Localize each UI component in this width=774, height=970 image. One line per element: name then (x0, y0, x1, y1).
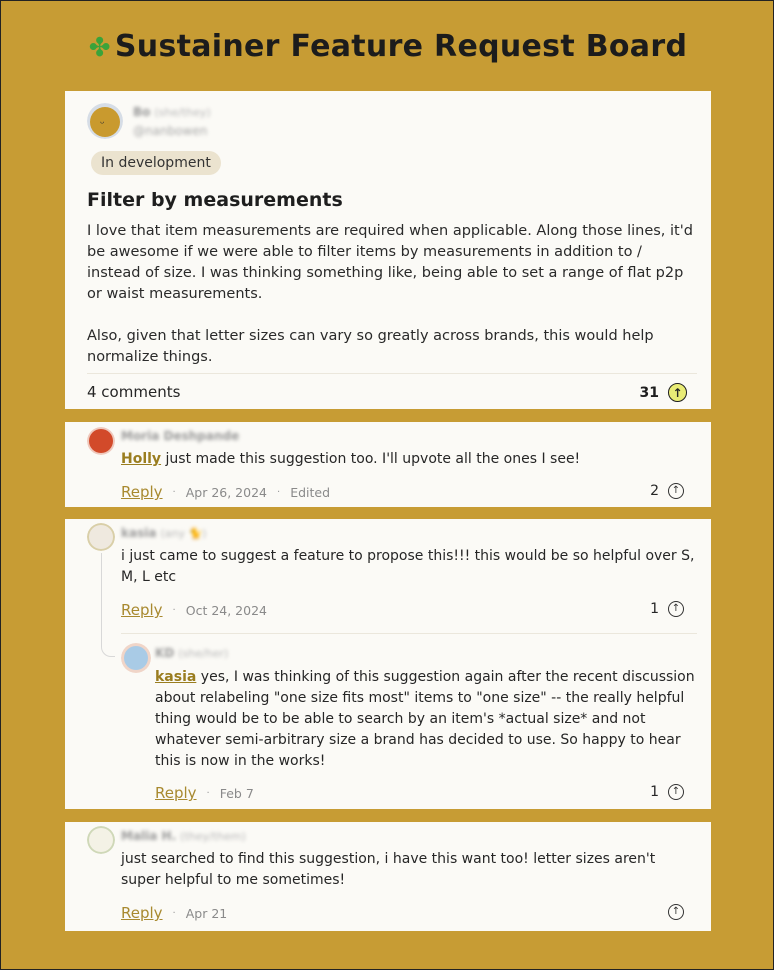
comment-date: Feb 7 (219, 785, 254, 801)
reply-button[interactable]: Reply (155, 784, 197, 802)
reply-author[interactable]: KD (she/her) (155, 646, 229, 660)
comment-card (65, 822, 711, 931)
author-name[interactable]: Bo (she/they) (133, 105, 211, 119)
comment-vote (650, 483, 684, 499)
avatar[interactable] (87, 826, 115, 854)
upvote-icon[interactable]: ↑ (668, 601, 684, 617)
vote-count: 31 (639, 384, 659, 401)
author-handle: @nanbowen (133, 124, 208, 138)
comment-vote (659, 904, 684, 920)
thread-connector (101, 643, 115, 657)
comment-text: just searched to find this suggestion, i have this want too! letter sizes aren't super helpful to me sometimes! (121, 851, 656, 888)
comments-count[interactable]: 4 comments (87, 383, 181, 401)
reply-button[interactable]: Reply (121, 483, 163, 501)
status-badge: In development (91, 151, 221, 175)
comment-meta: Reply · Apr 21 (121, 904, 228, 922)
comment-card (65, 519, 711, 809)
clover-icon: ✤ (88, 33, 111, 63)
face-icon: ᵕ (100, 117, 105, 130)
post-vote (640, 383, 687, 402)
comment-date: Apr 26, 2024 (185, 484, 267, 500)
vote-count: 2 (650, 483, 659, 499)
comment-text: Holly just made this suggestion too. I'll upvote all the ones I see! (121, 451, 581, 467)
avatar[interactable] (87, 103, 123, 139)
avatar[interactable] (121, 643, 151, 673)
comment-author[interactable]: kasia (any 🐈) (121, 526, 207, 540)
vote-count: 1 (650, 784, 659, 800)
upvote-icon[interactable]: ↑ (668, 904, 684, 920)
comment-date: Apr 21 (185, 905, 228, 921)
upvote-icon[interactable]: ↑ (668, 383, 687, 402)
reply-button[interactable]: Reply (121, 904, 163, 922)
avatar[interactable] (87, 427, 115, 455)
comment-text: i just came to suggest a feature to propose this!!! this would be so helpful over S, M, L etc (121, 548, 695, 585)
upvote-icon[interactable]: ↑ (668, 483, 684, 499)
reply-button[interactable]: Reply (121, 601, 163, 619)
mention-link[interactable]: Holly (121, 451, 162, 467)
post-card (65, 91, 711, 409)
comment-author[interactable]: Moria Deshpande (121, 429, 240, 443)
reply-meta: Reply · Feb 7 (155, 784, 254, 802)
comment-card (65, 422, 711, 507)
comment-meta: Reply · Apr 26, 2024 · Edited (121, 483, 331, 501)
thread-line (101, 553, 102, 647)
comment-meta: Reply · Oct 24, 2024 (121, 601, 267, 619)
divider (87, 373, 697, 374)
comment-author[interactable]: Malia H. (they/them) (121, 829, 246, 843)
edited-label: Edited (290, 484, 331, 500)
page-title: ✤ Sustainer Feature Request Board (88, 29, 688, 64)
vote-count: 1 (650, 601, 659, 617)
post-body: I love that item measurements are required when applicable. Along those lines, it'd be awesome if we were able to filter items by measurements in addition to / instead of size. I was thinking something like, being able to set a range of flat p2p or waist measurements. Also, given that letter sizes can vary so greatly across brands, this would help normalize things. (87, 223, 693, 365)
upvote-icon[interactable]: ↑ (668, 784, 684, 800)
post-title: Filter by measurements (87, 189, 343, 211)
reply-text: kasia yes, I was thinking of this suggestion again after the recent discussion about relabeling "one size fits most" items to "one size" -- the really helpful thing would be to be able to search by an item's *actual size* and not whatever semi-arbitrary size a brand has decided to use. So happy to hear this is now in the works! (155, 669, 695, 769)
reply-vote (650, 784, 684, 800)
avatar[interactable] (87, 523, 115, 551)
comment-date: Oct 24, 2024 (185, 602, 267, 618)
divider (121, 633, 697, 634)
mention-link[interactable]: kasia (155, 669, 197, 685)
comment-vote (650, 601, 684, 617)
